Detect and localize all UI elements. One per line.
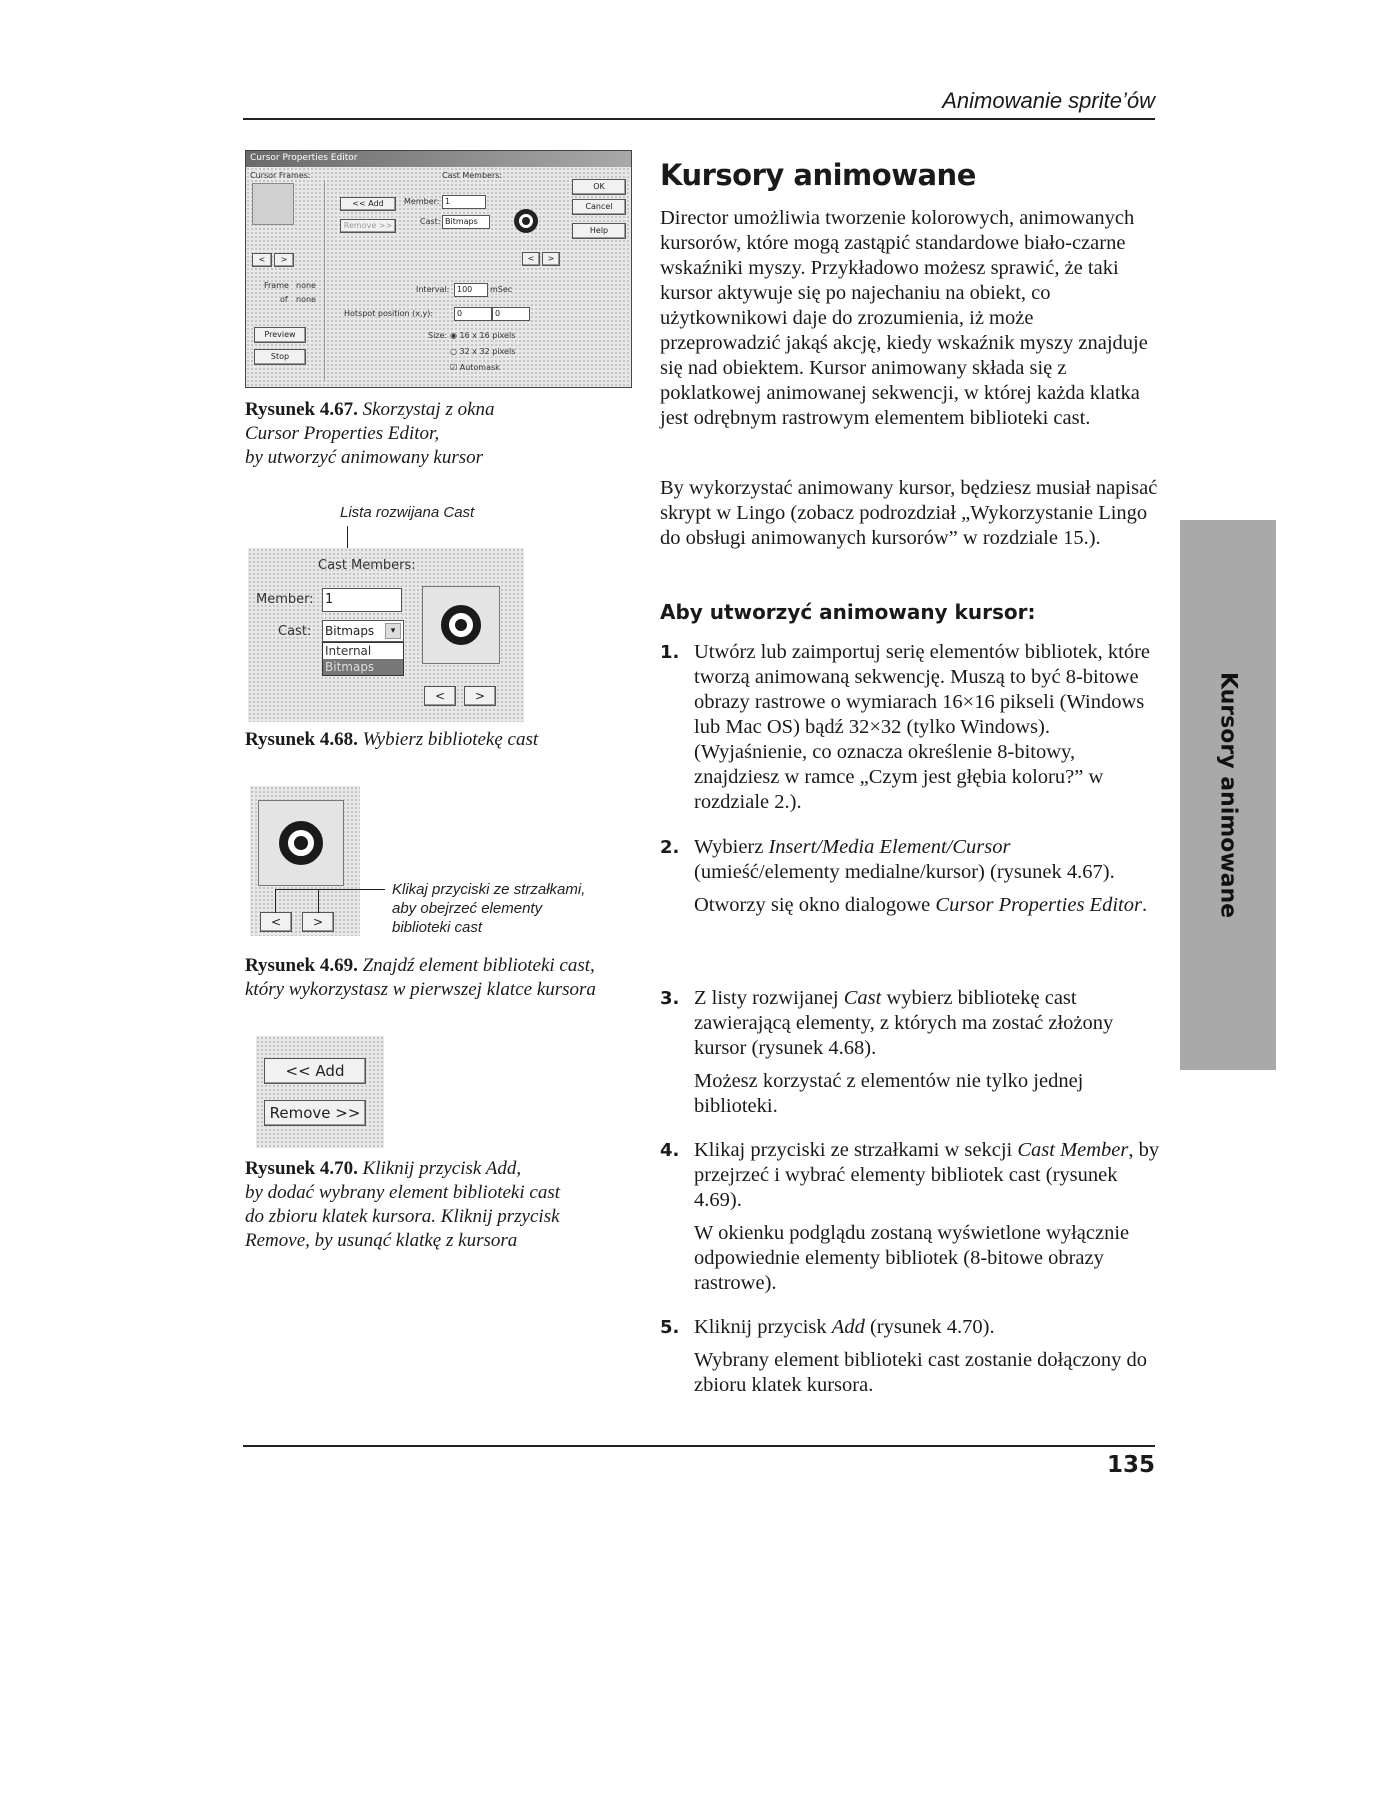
fig67-caption-line3: by utworzyć animowany kursor xyxy=(245,447,484,468)
fig67-cursor-frames-label: Cursor Frames: xyxy=(250,171,311,180)
fig67-interval-label: Interval: xyxy=(416,285,450,294)
fig68-caption-text: Wybierz bibliotekę cast xyxy=(362,729,539,750)
fig67-help-button[interactable]: Help xyxy=(572,223,626,239)
fig70-caption-line4: Remove, by usunąć klatkę z kursora xyxy=(245,1230,518,1251)
fig69-caption-number: Rysunek 4.69. xyxy=(245,955,358,976)
step-1-text: Utwórz lub zaimportuj serię elementów bibliotek, które tworzą animowaną sekwencję. Muszą to być 8-bitowe obrazy rastrowe o wymiarach 16×16 pikseli (Windows lub Mac OS) bądź 32×32 (tylko Windows). (Wyjaśnienie, co oznacza określenie 8-bitowy, znajdziesz w ramce „Czym jest głębia koloru?” w rozdziale 2.). xyxy=(694,641,1150,813)
fig69-callout-line2: aby obejrzeć elementy xyxy=(392,900,543,917)
fig67-size-32-radio[interactable]: ○ 32 x 32 pixels xyxy=(450,347,516,356)
fig70-caption-line2: by dodać wybrany element biblioteki cast xyxy=(245,1182,560,1203)
step-4-number: 4. xyxy=(660,1140,680,1161)
step-2-number: 2. xyxy=(660,837,680,858)
fig69-callout-line3: biblioteki cast xyxy=(392,919,483,936)
fig67-window-title: Cursor Properties Editor xyxy=(250,153,358,163)
fig67-size-16-radio[interactable]: ◉ 16 x 16 pixels xyxy=(450,331,516,340)
fig68-member-field[interactable]: 1 xyxy=(322,588,402,612)
fig67-frame-label: Frame xyxy=(264,281,289,290)
fig69-screenshot xyxy=(250,786,360,936)
fig70-caption xyxy=(245,1157,645,1253)
fig69-callout-line-left xyxy=(275,889,276,913)
fig67-size-label: Size: xyxy=(428,331,448,340)
fig68-option-internal[interactable]: Internal xyxy=(325,644,372,658)
fig68-prev-button[interactable]: < xyxy=(424,686,456,706)
fig67-preview-button[interactable]: Preview xyxy=(254,327,306,343)
fig69-next-button[interactable]: > xyxy=(302,912,334,932)
fig67-ok-button[interactable]: OK xyxy=(572,179,626,195)
fig67-stop-button[interactable]: Stop xyxy=(254,349,306,365)
fig69-callout xyxy=(392,880,585,937)
fig69-prev-button[interactable]: < xyxy=(260,912,292,932)
steps-heading: Aby utworzyć animowany kursor: xyxy=(660,600,1036,624)
fig67-cast-prev-button[interactable]: < xyxy=(522,252,540,266)
fig67-member-field[interactable]: 1 xyxy=(442,195,486,209)
fig69-target-icon xyxy=(279,821,323,865)
fig67-of-value: none xyxy=(296,295,316,304)
fig67-member-label: Member: xyxy=(404,197,440,206)
step-5-note: Wybrany element biblioteki cast zostanie dołączony do zbioru klatek kursora. xyxy=(694,1349,1148,1396)
fig67-hotspot-y-field[interactable]: 0 xyxy=(492,307,530,321)
fig70-screenshot xyxy=(256,1036,384,1148)
step-4 xyxy=(660,1138,1160,1296)
fig67-cast-members-label: Cast Members: xyxy=(442,171,503,180)
intro-paragraph: Director umożliwia tworzenie kolorowych, animowanych kursorów, które mogą zastąpić standardowe biało-czarne wskaźniki myszy. Przykładowo możesz sprawić, że taki kursor aktywuje się po najechaniu na obiekt, co użytkownikowi daje do zrozumienia, iż może przeprowadzić jakąś akcję, kiedy wskaźnik myszy znajduje się nad obiektem. Kursor animowany składa się z poklatkowej animowanej sekwencji, w której każda klatka jest odrębnym rastrowym elementem biblioteki cast. xyxy=(660,207,1148,429)
step-3-text: Z listy rozwijanej Cast wybierz bibliotekę cast zawierającą elementy, z których ma zostać złożony kursor (rysunek 4.68). xyxy=(694,987,1114,1059)
step-4-note: W okienku podglądu zostaną wyświetlone wyłącznie odpowiednie elementy bibliotek (8-bitowe obrazy rastrowe). xyxy=(694,1222,1130,1294)
side-tab xyxy=(1180,520,1276,1070)
fig67-automask-checkbox[interactable]: ☑ Automask xyxy=(450,363,500,372)
fig67-divider xyxy=(324,181,325,381)
fig68-cast-options xyxy=(322,642,404,676)
step-3-note: Możesz korzystać z elementów nie tylko jednej biblioteki. xyxy=(694,1070,1084,1117)
fig69-caption xyxy=(245,954,645,1002)
fig68-next-button[interactable]: > xyxy=(464,686,496,706)
fig67-frame-value: none xyxy=(296,281,316,290)
step-3-number: 3. xyxy=(660,988,680,1009)
fig67-caption xyxy=(245,398,625,470)
fig68-option-bitmaps[interactable]: Bitmaps xyxy=(323,659,403,675)
step-4-text: Klikaj przyciski ze strzałkami w sekcji Cast Member, by przejrzeć i wybrać elementy bibliotek cast (rysunek 4.69). xyxy=(694,1139,1160,1211)
fig67-interval-unit: mSec xyxy=(490,285,513,294)
fig67-cast-label: Cast: xyxy=(420,217,441,226)
fig67-titlebar xyxy=(246,151,631,167)
fig68-cast-label: Cast: xyxy=(278,624,312,639)
lingo-paragraph: By wykorzystać animowany kursor, będziesz musiał napisać skrypt w Lingo (zobacz podrozdział „Wykorzystanie Lingo do obsługi animowanych kursorów” w rozdziale 15.). xyxy=(660,477,1158,549)
step-1-number: 1. xyxy=(660,642,680,663)
step-5-text: Kliknij przycisk Add (rysunek 4.70). xyxy=(694,1316,995,1338)
fig67-frame-preview xyxy=(252,183,294,225)
fig67-cast-select[interactable]: Bitmaps xyxy=(442,215,490,229)
fig67-caption-line1: Skorzystaj z okna xyxy=(362,399,495,420)
step-2-note: Otworzy się okno dialogowe Cursor Properties Editor. xyxy=(694,894,1148,916)
fig70-caption-line1: Kliknij przycisk Add, xyxy=(362,1158,522,1179)
fig69-preview-box xyxy=(258,800,344,886)
fig68-preview-box xyxy=(422,586,500,664)
fig67-add-button[interactable]: << Add xyxy=(340,197,396,211)
fig67-screenshot xyxy=(245,150,632,388)
fig68-member-label: Member: xyxy=(256,592,314,607)
fig67-interval-field[interactable]: 100 xyxy=(454,283,488,297)
step-1 xyxy=(660,640,1160,815)
step-3 xyxy=(660,986,1160,1119)
fig67-cast-next-button[interactable]: > xyxy=(542,252,560,266)
fig68-cast-members-label: Cast Members: xyxy=(318,558,416,573)
fig70-add-button[interactable]: << Add xyxy=(264,1058,366,1084)
side-tab-label: Kursory animowane xyxy=(1215,671,1241,919)
fig69-callout-line1: Klikaj przyciski ze strzałkami, xyxy=(392,881,586,898)
fig68-callout: Lista rozwijana Cast xyxy=(340,504,475,521)
header-rule xyxy=(243,118,1155,120)
fig70-caption-number: Rysunek 4.70. xyxy=(245,1158,358,1179)
step-5-number: 5. xyxy=(660,1317,680,1338)
section-title: Kursory animowane xyxy=(660,158,976,192)
footer-rule xyxy=(243,1445,1155,1447)
fig67-cancel-button[interactable]: Cancel xyxy=(572,199,626,215)
page-number: 135 xyxy=(1106,1452,1155,1478)
running-head: Animowanie sprite’ów xyxy=(942,88,1155,113)
fig67-remove-button[interactable]: Remove >> xyxy=(340,219,396,233)
fig68-target-icon xyxy=(441,605,481,645)
fig68-caption-number: Rysunek 4.68. xyxy=(245,729,358,750)
step-5 xyxy=(660,1315,1160,1398)
fig68-caption xyxy=(245,728,625,752)
fig69-caption-line1: Znajdź element biblioteki cast, xyxy=(362,955,595,976)
fig67-frame-next-button[interactable]: > xyxy=(274,253,294,267)
fig67-frame-prev-button[interactable]: < xyxy=(252,253,272,267)
fig67-caption-number: Rysunek 4.67. xyxy=(245,399,358,420)
step-2 xyxy=(660,835,1160,918)
fig69-callout-line-right xyxy=(318,889,319,913)
fig68-cast-select[interactable]: Bitmaps ▾ xyxy=(322,620,404,642)
fig68-screenshot xyxy=(248,548,524,722)
fig70-caption-line3: do zbioru klatek kursora. Kliknij przycisk xyxy=(245,1206,560,1227)
fig67-cast-preview-target-icon xyxy=(514,209,538,233)
fig67-hotspot-label: Hotspot position (x,y): xyxy=(344,309,434,318)
fig67-of-label: of xyxy=(280,295,288,304)
fig69-caption-line2: który wykorzystasz w pierwszej klatce kursora xyxy=(245,979,596,1000)
fig67-hotspot-x-field[interactable]: 0 xyxy=(454,307,492,321)
step-2-text: Wybierz Insert/Media Element/Cursor (umieść/elementy medialne/kursor) (rysunek 4.67). xyxy=(694,836,1115,883)
fig69-callout-line-h xyxy=(275,889,385,890)
fig67-caption-line2: Cursor Properties Editor, xyxy=(245,423,440,444)
fig70-remove-button[interactable]: Remove >> xyxy=(264,1100,366,1126)
